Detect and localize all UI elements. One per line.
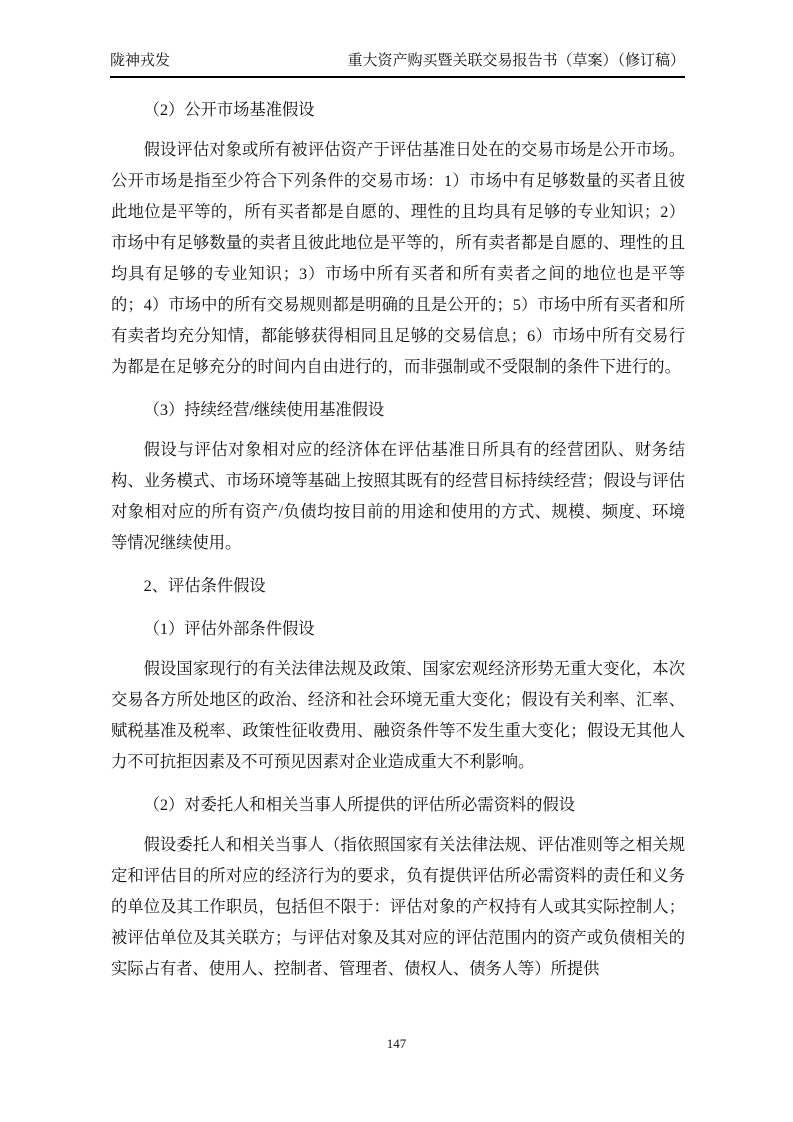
body-paragraph: 假设国家现行的有关法律法规及政策、国家宏观经济形势无重大变化，本次交易各方所处地区的政治、经济和社会环境无重大变化；假设有关利率、汇率、赋税基准及税率、政策性征收费用、融资条件等不发生重大变化；假设无其他人力不可抗拒因素及不可预见因素对企业造成重大不利影响。 xyxy=(111,659,685,771)
body-paragraph: 假设委托人和相关当事人（指依照国家有关法律法规、评估准则等之相关规定和评估目的所对应的经济行为的要求，负有提供评估所必需资料的责任和义务的单位及其工作职员，包括但不限于：评估对象的产权持有人或其实际控制人；被评估单位及其关联方；与评估对象及其对应的评估范围内的资产或负债相关的实际占有者、使用人、控制者、管理者、债权人、债务人等）所提供 xyxy=(111,835,685,978)
section-heading: 2、评估条件假设 xyxy=(143,576,266,595)
section-heading: （2）公开市场基准假设 xyxy=(143,100,315,119)
section-heading: （1）评估外部条件假设 xyxy=(143,619,315,638)
section-heading: （2）对委托人和相关当事人所提供的评估所必需资料的假设 xyxy=(143,795,576,814)
body-paragraph: 假设评估对象或所有被评估资产于评估基准日处在的交易市场是公开市场。公开市场是指至少符合下列条件的交易市场：1）市场中有足够数量的买者且彼此地位是平等的，所有买者都是自愿的、理性的且均具有足够的专业知识；2）市场中有足够数量的卖者且彼此地位是平等的，所有卖者都是自愿的、理性的且均具有足够的专业知识；3）市场中所有买者和所有卖者之间的地位也是平等的；4）市场中的所有交易规则都是明确的且是公开的；5）市场中所有买者和所有卖者均充分知情，都能够获得相同且足够的交易信息；6）市场中所有交易行为都是在足够充分的时间内自由进行的，而非强制或不受限制的条件下进行的。 xyxy=(111,140,685,376)
page-number: 147 xyxy=(386,1036,407,1051)
body-paragraph: 假设与评估对象相对应的经济体在评估基准日所具有的经营团队、财务结构、业务模式、市场环境等基础上按照其既有的经营目标持续经营；假设与评估对象相对应的所有资产/负债均按目前的用途和使用的方式、规模、频度、环境等情况继续使用。 xyxy=(111,440,685,552)
header-left-text: 陇神戎发 xyxy=(110,53,171,69)
document-body xyxy=(111,94,685,984)
page-footer xyxy=(0,1036,793,1052)
header-right-text: 重大资产购买暨关联交易报告书（草案）（修订稿） xyxy=(347,53,685,69)
section-heading: （3）持续经营/继续使用基准假设 xyxy=(143,400,385,419)
page-header xyxy=(110,50,685,78)
